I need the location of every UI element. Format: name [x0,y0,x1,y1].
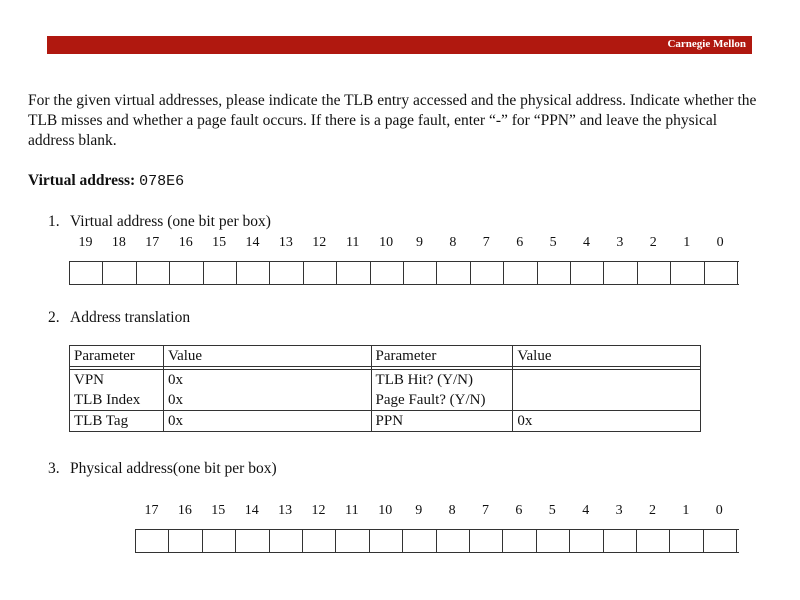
table-row [70,390,701,411]
bit-label: 10 [379,235,394,250]
section-title: Virtual address (one bit per box) [70,213,271,230]
bit-box[interactable] [269,262,302,284]
section-physical-address [48,460,277,478]
bit-box[interactable] [502,530,535,552]
bit-label: 7 [482,235,490,250]
bit-label: 0 [715,503,723,518]
bit-label: 8 [448,503,456,518]
value-cell[interactable]: 0x [163,370,371,391]
bit-box[interactable] [402,530,435,552]
bit-box[interactable] [335,530,368,552]
bit-box[interactable] [704,262,737,284]
bit-label: 2 [649,235,657,250]
bit-label: 11 [345,503,359,518]
brand-label: Carnegie Mellon [667,38,746,50]
instructions-text: For the given virtual addresses, please indicate the TLB entry accessed and the physical address. Indicate whether the TLB misses and whether a page fault occurs. If there is a page fault, enter “-” for “PPN” and leave the physical address blank. [28,92,757,149]
bit-box[interactable] [168,530,201,552]
bit-label: 1 [683,235,691,250]
bit-box[interactable] [503,262,536,284]
bit-box[interactable] [202,530,235,552]
bit-label: 5 [548,503,556,518]
physical-bit-boxes [135,529,739,553]
bit-label: 15 [211,503,226,518]
section-virtual-address [48,213,271,231]
bit-box-edge [737,262,738,284]
bit-box[interactable] [203,262,236,284]
bit-label: 11 [345,235,360,250]
bit-box[interactable] [436,262,469,284]
virtual-bit-labels [69,235,739,253]
header-cell: Parameter [371,346,513,367]
bit-box[interactable] [303,262,336,284]
bit-box[interactable] [603,530,636,552]
bit-label: 5 [549,235,557,250]
bit-label: 4 [583,235,590,250]
bit-box[interactable] [703,530,736,552]
virtual-address-value: 078E6 [139,173,185,190]
bit-box[interactable] [102,262,135,284]
header-cell: Parameter [70,346,164,367]
bit-label: 13 [278,503,293,518]
bit-box[interactable] [336,262,369,284]
bit-label: 10 [378,503,393,518]
bit-label: 14 [245,235,260,250]
bit-box[interactable] [536,530,569,552]
bit-label: 12 [312,235,327,250]
bit-label: 9 [415,503,423,518]
bit-box[interactable] [669,530,702,552]
table-row [70,411,701,432]
table-row [70,370,701,391]
param-cell: TLB Hit? (Y/N) [371,370,513,391]
translation-table [69,345,701,432]
bit-label: 19 [78,235,93,250]
bit-box[interactable] [603,262,636,284]
bit-box[interactable] [436,530,469,552]
bit-box[interactable] [469,530,502,552]
bit-box[interactable] [470,262,503,284]
section-title: Address translation [70,309,191,326]
value-cell[interactable]: 0x [163,390,371,411]
header-banner [47,36,752,54]
bit-label: 4 [582,503,590,518]
param-cell: TLB Tag [70,411,164,432]
bit-box[interactable] [403,262,436,284]
bit-label: 12 [311,503,326,518]
bit-label: 6 [515,503,523,518]
bit-label: 2 [649,503,656,518]
bit-label: 1 [682,503,690,518]
bit-label: 18 [111,235,126,250]
bit-label: 16 [178,235,193,250]
section-number: 3. [48,460,60,477]
bit-box[interactable] [636,530,669,552]
virtual-address-label: Virtual address: [28,172,136,189]
bit-label: 7 [482,503,489,518]
bit-box[interactable] [135,530,168,552]
bit-label: 15 [212,235,227,250]
bit-box[interactable] [269,530,302,552]
bit-label: 9 [416,235,423,250]
bit-box[interactable] [570,262,603,284]
bit-box-edge [736,530,737,552]
bit-label: 3 [615,503,623,518]
bit-label: 16 [177,503,192,518]
section-title: Physical address(one bit per box) [70,460,277,477]
table-header-row [70,346,701,367]
param-cell: PPN [371,411,513,432]
header-cell: Value [163,346,371,367]
bit-label: 17 [144,503,159,518]
value-cell[interactable] [513,370,701,391]
bit-label: 14 [244,503,259,518]
section-number: 2. [48,309,60,326]
bit-box[interactable] [370,262,403,284]
bit-box[interactable] [369,530,402,552]
bit-box[interactable] [537,262,570,284]
value-cell[interactable]: 0x [513,411,701,432]
value-cell[interactable] [513,390,701,411]
physical-bit-labels [135,503,739,521]
virtual-address [28,172,184,190]
bit-box[interactable] [236,262,269,284]
bit-box[interactable] [302,530,335,552]
bit-label: 3 [616,235,624,250]
bit-label: 6 [516,235,524,250]
param-cell: TLB Index [70,390,164,411]
bit-box[interactable] [670,262,703,284]
bit-box[interactable] [569,530,602,552]
section-address-translation [48,309,190,327]
bit-label: 17 [145,235,160,250]
value-cell[interactable]: 0x [163,411,371,432]
bit-box[interactable] [637,262,670,284]
bit-box[interactable] [136,262,169,284]
bit-label: 13 [278,235,293,250]
bit-box[interactable] [169,262,202,284]
header-cell: Value [513,346,701,367]
param-cell: Page Fault? (Y/N) [371,390,513,411]
param-cell: VPN [70,370,164,391]
section-number: 1. [48,213,60,230]
virtual-bit-boxes [69,261,739,285]
bit-label: 8 [449,235,457,250]
bit-box[interactable] [235,530,268,552]
bit-label: 0 [716,235,724,250]
bit-box[interactable] [69,262,102,284]
